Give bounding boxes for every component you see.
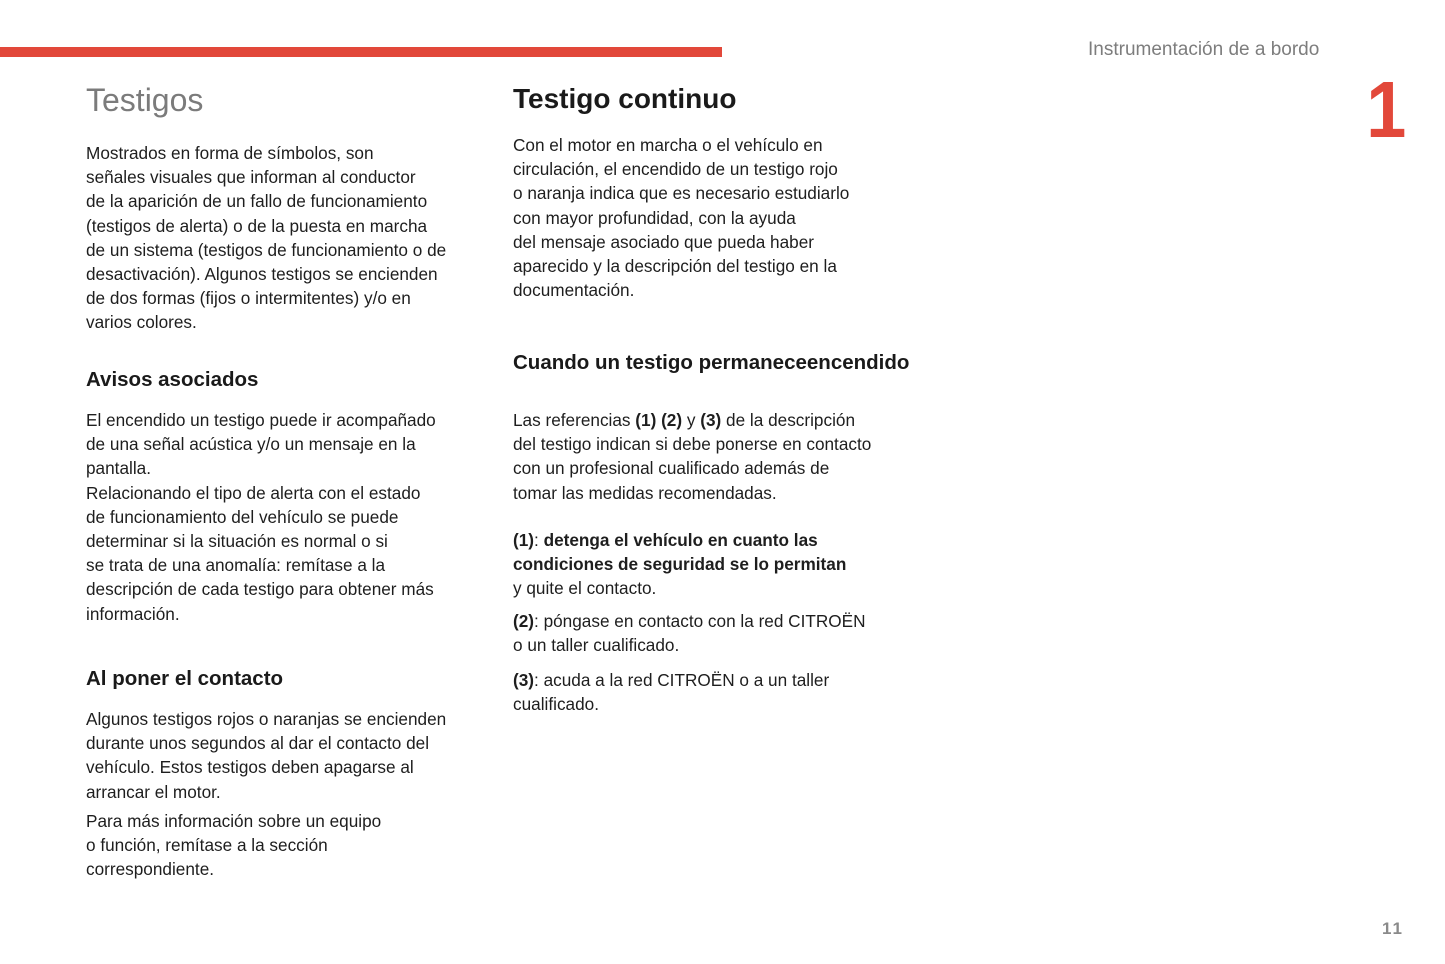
text-line: de una señal acústica y/o un mensaje en la [86, 434, 416, 455]
avisos-paragraph [86, 408, 436, 626]
text-line: durante unos segundos al dar el contacto del [86, 733, 430, 754]
text-line: de un sistema (testigos de funcionamiento o de [86, 239, 447, 260]
text-line: Con el motor en marcha o el vehículo en [513, 135, 823, 155]
text-line: o función, remítase a la sección [86, 835, 328, 856]
text-line [513, 633, 866, 657]
text-line: se trata de una anomalía: remítase a la [86, 555, 386, 576]
text: cualificado. [513, 694, 599, 715]
text-line: aparecido y la descripción del testigo en la [513, 256, 837, 277]
text-line: pantalla. [86, 458, 151, 479]
intro-paragraph [86, 141, 446, 335]
text: o un taller cualificado. [513, 635, 680, 656]
text-line [513, 528, 846, 552]
text-line: Mostrados en forma de símbolos, son [86, 143, 374, 163]
text-line: de la aparición de un fallo de funcionamiento [86, 191, 428, 212]
text: : acuda a la red CITROËN o a un taller [534, 670, 830, 690]
text-line [513, 552, 846, 576]
heading-al-poner-contacto: Al poner el contacto [86, 667, 284, 690]
bold-text: (2) [513, 611, 535, 631]
text-line [513, 668, 829, 692]
text-line: desactivación). Algunos testigos se encienden [86, 264, 438, 285]
text: del testigo indican si debe ponerse en contacto [513, 434, 872, 455]
contacto-paragraph [86, 707, 446, 804]
title-testigos: Testigos [86, 82, 204, 118]
page-number: 11 [1382, 919, 1404, 938]
accent-bar [0, 47, 722, 57]
reference-3 [513, 668, 829, 716]
bold-text: (1) (2) [635, 410, 683, 430]
text-line: arrancar el motor. [86, 781, 221, 802]
text-line: señales visuales que informan al conductor [86, 167, 416, 188]
bold-text: (3) [513, 670, 535, 690]
text-line: documentación. [513, 280, 635, 301]
text: y quite el contacto. [513, 578, 657, 599]
text-line: información. [86, 603, 180, 624]
bold-text: (3) [700, 410, 722, 430]
text: de la descripción [721, 410, 856, 430]
text-line: correspondiente. [86, 859, 215, 880]
text-line: vehículo. Estos testigos deben apagarse al [86, 757, 414, 778]
text-line: del mensaje asociado que pueda haber [513, 231, 815, 252]
permanece-paragraph [513, 408, 871, 505]
text: y [682, 410, 701, 430]
text-line [513, 481, 871, 505]
bold-text: (1) [513, 530, 535, 550]
text: tomar las medidas recomendadas. [513, 482, 777, 503]
text-line: de funcionamiento del vehículo se puede [86, 506, 399, 527]
heading-permanece-encendido [513, 351, 909, 375]
text-line: Cuando un testigo permanece [513, 351, 807, 374]
bold-text: condiciones de seguridad se lo permitan [513, 554, 847, 575]
text: Las referencias [513, 410, 636, 430]
text-line [513, 456, 871, 480]
mas-info-paragraph [86, 809, 381, 882]
text-line [513, 432, 871, 456]
text-line: El encendido un testigo puede ir acompañado [86, 410, 436, 430]
title-testigo-continuo: Testigo continuo [513, 83, 737, 114]
text-line: Algunos testigos rojos o naranjas se encienden [86, 709, 447, 729]
continuo-paragraph [513, 133, 849, 302]
text-line: varios colores. [86, 312, 197, 333]
text-line [513, 692, 829, 716]
text-line [513, 408, 871, 432]
text-line: descripción de cada testigo para obtener más [86, 579, 434, 600]
reference-2 [513, 609, 866, 657]
text: con un profesional cualificado además de [513, 458, 830, 479]
text-line: con mayor profundidad, con la ayuda [513, 207, 796, 228]
text-line: determinar si la situación es normal o si [86, 531, 388, 552]
section-header: Instrumentación de a bordo [1088, 39, 1320, 60]
text: : [534, 530, 544, 550]
text-line: Para más información sobre un equipo [86, 811, 382, 831]
text: : póngase en contacto con la red CITROËN [534, 611, 866, 631]
text-line: Relacionando el tipo de alerta con el estado [86, 482, 421, 503]
text-line [513, 576, 846, 600]
reference-1 [513, 528, 846, 601]
text-line: o naranja indica que es necesario estudiarlo [513, 183, 850, 204]
bold-text: detenga el vehículo en cuanto las [543, 530, 818, 550]
text-line: encendido [806, 351, 910, 374]
text-line [513, 609, 866, 633]
heading-avisos-asociados: Avisos asociados [86, 368, 259, 391]
text-line: circulación, el encendido de un testigo rojo [513, 159, 838, 180]
text-line: de dos formas (fijos o intermitentes) y/o en [86, 288, 411, 309]
chapter-number: 1 [1366, 65, 1407, 154]
text-line: (testigos de alerta) o de la puesta en marcha [86, 215, 428, 236]
